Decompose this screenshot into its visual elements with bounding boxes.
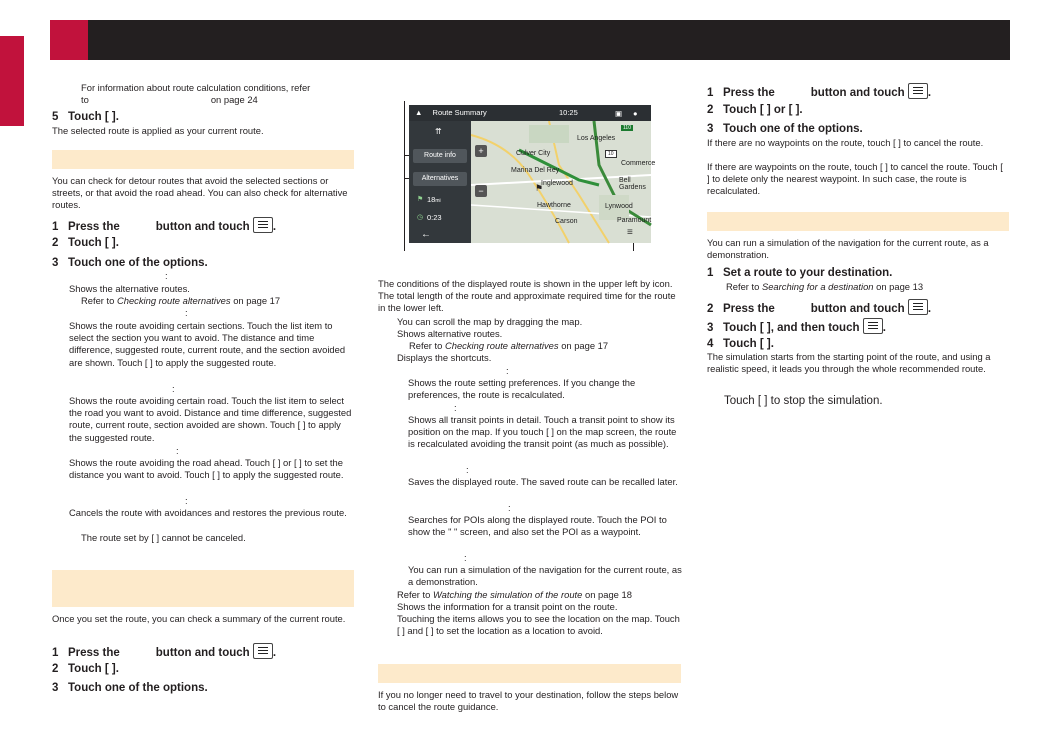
- route-menu-icon[interactable]: [863, 318, 883, 334]
- alternatives-desc: Shows alternative routes.: [397, 328, 503, 339]
- option-label: :: [185, 307, 188, 318]
- step-s3: 3 Touch [ ], and then touch .: [707, 318, 886, 335]
- simulation-intro: You can run a simulation of the navigation for the current route, as a demonstration.: [707, 237, 989, 261]
- stop-simulation-text: Touch [ ] to stop the simulation.: [724, 395, 883, 407]
- save-desc: Saves the displayed route. The saved route can be recalled later.: [408, 476, 678, 487]
- step-a3: 3 Touch one of the options.: [52, 257, 208, 269]
- option-label: :: [185, 495, 188, 506]
- option-label: :: [466, 464, 469, 475]
- transit-info-desc: Shows the information for a transit point on the route.: [397, 601, 618, 612]
- destination-flag-icon: ⚑: [535, 183, 544, 193]
- waypoint-desc: If there are waypoints on the route, touch [ ] to cancel the route. Touch [ ] to delete only the nearest waypoint. In such case, the route is recalculated.: [707, 161, 1003, 197]
- nav-arrow-icon: ▲: [415, 108, 423, 117]
- map-label: Commerce: [621, 160, 656, 167]
- distance: 18mi: [427, 195, 441, 204]
- shortcuts-desc: Displays the shortcuts.: [397, 352, 492, 363]
- screen-header: [409, 105, 651, 121]
- zoom-out-icon[interactable]: −: [475, 185, 487, 197]
- step-a1: 1 Press the button and touch .: [52, 217, 276, 234]
- alternatives-button[interactable]: Alternatives: [413, 172, 467, 186]
- step-s2: 2 Press the button and touch .: [707, 299, 931, 316]
- step-5: 5 Touch [ ].: [52, 111, 119, 123]
- alternatives-ref: Refer to Checking route alternatives on page 17: [409, 340, 609, 351]
- step-s4-desc: The simulation starts from the starting point of the route, and using a realistic speed, it leads you through the whole recommended route.: [707, 351, 991, 375]
- highway-shield: 110: [623, 125, 631, 131]
- chapter-tab: [50, 20, 88, 60]
- option-label: :: [506, 365, 509, 376]
- section-heading-cancel: [378, 664, 681, 683]
- section-heading-simulation: [707, 212, 1009, 231]
- option-label: :: [172, 383, 175, 394]
- map-label: Culver City: [516, 150, 551, 157]
- simulation-ref: Refer to Watching the simulation of the route on page 18: [397, 589, 632, 600]
- option-3-text: Shows the route avoiding certain road. Touch the list item to select the road you want to avoid. Distance and time difference, suggested route, current route, section avoided are shown. Touch [ ] to apply the suggested route.: [69, 395, 352, 443]
- map-label: Marina Del Rey: [511, 167, 560, 174]
- clock: 10:25: [559, 108, 578, 117]
- step-s1-ref: Refer to Searching for a destination on page 13: [726, 281, 924, 292]
- message-icon: ●: [633, 109, 638, 118]
- header-bar: [50, 20, 1010, 60]
- option-label: :: [454, 402, 457, 413]
- route-summary-screen: [409, 105, 656, 243]
- option-label: :: [464, 552, 467, 563]
- map-label: Paramount: [617, 217, 652, 224]
- simulation-desc: You can run a simulation of the navigation for the current route, as a demonstration.: [408, 564, 682, 588]
- signal-icon: ▣: [615, 109, 623, 118]
- route-condition-icon: ⇈: [435, 127, 442, 136]
- option-label: :: [165, 270, 168, 281]
- map-label: Bell Gardens: [619, 177, 646, 191]
- step-b3: 3 Touch one of the options.: [52, 682, 208, 694]
- step-5-desc: The selected route is applied as your current route.: [52, 125, 264, 136]
- option-1-text: Shows the alternative routes.: [69, 283, 190, 294]
- option-2-text: Shows the route avoiding certain sections. Touch the list item to select the section you want to avoid. The distance and time difference, suggested route, current route, and the section avoided are shown. Touch [ ] to apply the suggested route.: [69, 320, 346, 368]
- step-s4: 4 Touch [ ].: [707, 338, 774, 350]
- map-label: Los Angeles: [577, 135, 616, 142]
- section-heading-summary: [52, 570, 354, 607]
- map-label: Inglewood: [541, 180, 573, 187]
- preferences-desc: Shows the route setting preferences. If you change the preferences, the route is recalculated.: [408, 377, 636, 401]
- route-info-button[interactable]: Route info: [413, 149, 467, 163]
- poi-desc: Searches for POIs along the displayed route. Touch the POI to show the " " screen, and also set the POI as a waypoint.: [408, 514, 667, 538]
- screen-side-panel: [409, 121, 471, 243]
- menu-icon[interactable]: [908, 299, 928, 315]
- callout-line: [633, 243, 634, 251]
- detour-intro: You can check for detour routes that avoid the selected sections or streets, or that avoid the road ahead. You can also check for alternative routes.: [52, 175, 348, 211]
- cancel-intro: If you no longer need to travel to your destination, follow the steps below to cancel the route guidance.: [378, 689, 679, 713]
- screen-title: Route Summary: [432, 108, 487, 117]
- step-r3: 3 Touch one of the options.: [707, 123, 863, 135]
- back-icon[interactable]: ←: [421, 229, 431, 240]
- option-1-ref: Refer to Checking route alternatives on page 17: [81, 295, 281, 306]
- step-r1: 1 Press the button and touch .: [707, 83, 931, 100]
- summary-intro: Once you set the route, you can check a summary of the current route.: [52, 613, 346, 624]
- side-index-tab: [0, 36, 24, 126]
- step-r2: 2 Touch [ ] or [ ].: [707, 104, 803, 116]
- zoom-in-icon[interactable]: +: [475, 145, 487, 157]
- option-5-note: The route set by [ ] cannot be canceled.: [81, 532, 246, 543]
- menu-icon[interactable]: [253, 217, 273, 233]
- callout-line: [404, 101, 405, 251]
- touch-items-desc: Touching the items allows you to see the location on the map. Touch [ ] and [ ] to set the location as a location to avoid.: [397, 613, 680, 637]
- option-5-text: Cancels the route with avoidances and restores the previous route.: [69, 507, 347, 518]
- option-4-text: Shows the route avoiding the road ahead. Touch [ ] or [ ] to set the distance you want to avoid. Touch [ ] to apply the suggested route.: [69, 457, 344, 481]
- eta: 0:23: [427, 213, 442, 222]
- step-a2: 2 Touch [ ].: [52, 237, 119, 249]
- section-heading-detour: [52, 150, 354, 169]
- step-b1: 1 Press the button and touch .: [52, 643, 276, 660]
- option-label: :: [508, 502, 511, 513]
- option-label: :: [176, 445, 179, 456]
- step-b2: 2 Touch [ ].: [52, 663, 119, 675]
- scroll-desc: You can scroll the map by dragging the map.: [397, 316, 583, 327]
- step-s1: 1 Set a route to your destination.: [707, 267, 893, 279]
- route-conditions-desc: The conditions of the displayed route is shown in the upper left by icon. The total length of the route and approximate required time for the route in the lower left.: [378, 278, 676, 314]
- no-waypoint-desc: If there are no waypoints on the route, touch [ ] to cancel the route.: [707, 137, 984, 148]
- highway-shield: 10: [605, 150, 617, 158]
- menu-icon[interactable]: [253, 643, 273, 659]
- time-icon: ◷: [417, 214, 424, 221]
- map-label: Lynwood: [605, 203, 633, 210]
- map-label: Carson: [555, 218, 578, 225]
- menu-icon[interactable]: [908, 83, 928, 99]
- shortcut-menu-icon[interactable]: ≡: [627, 227, 633, 238]
- transit-desc: Shows all transit points in detail. Touch a transit point to show its position on the map. If you touch [ ] on the map screen, the route is recalculated avoiding the transit point (as much as possible).: [408, 414, 677, 450]
- intro-note: For information about route calculation conditions, refer to on page 24: [81, 82, 311, 106]
- map-label: Hawthorne: [537, 202, 571, 209]
- distance-icon: ⚑: [417, 196, 424, 203]
